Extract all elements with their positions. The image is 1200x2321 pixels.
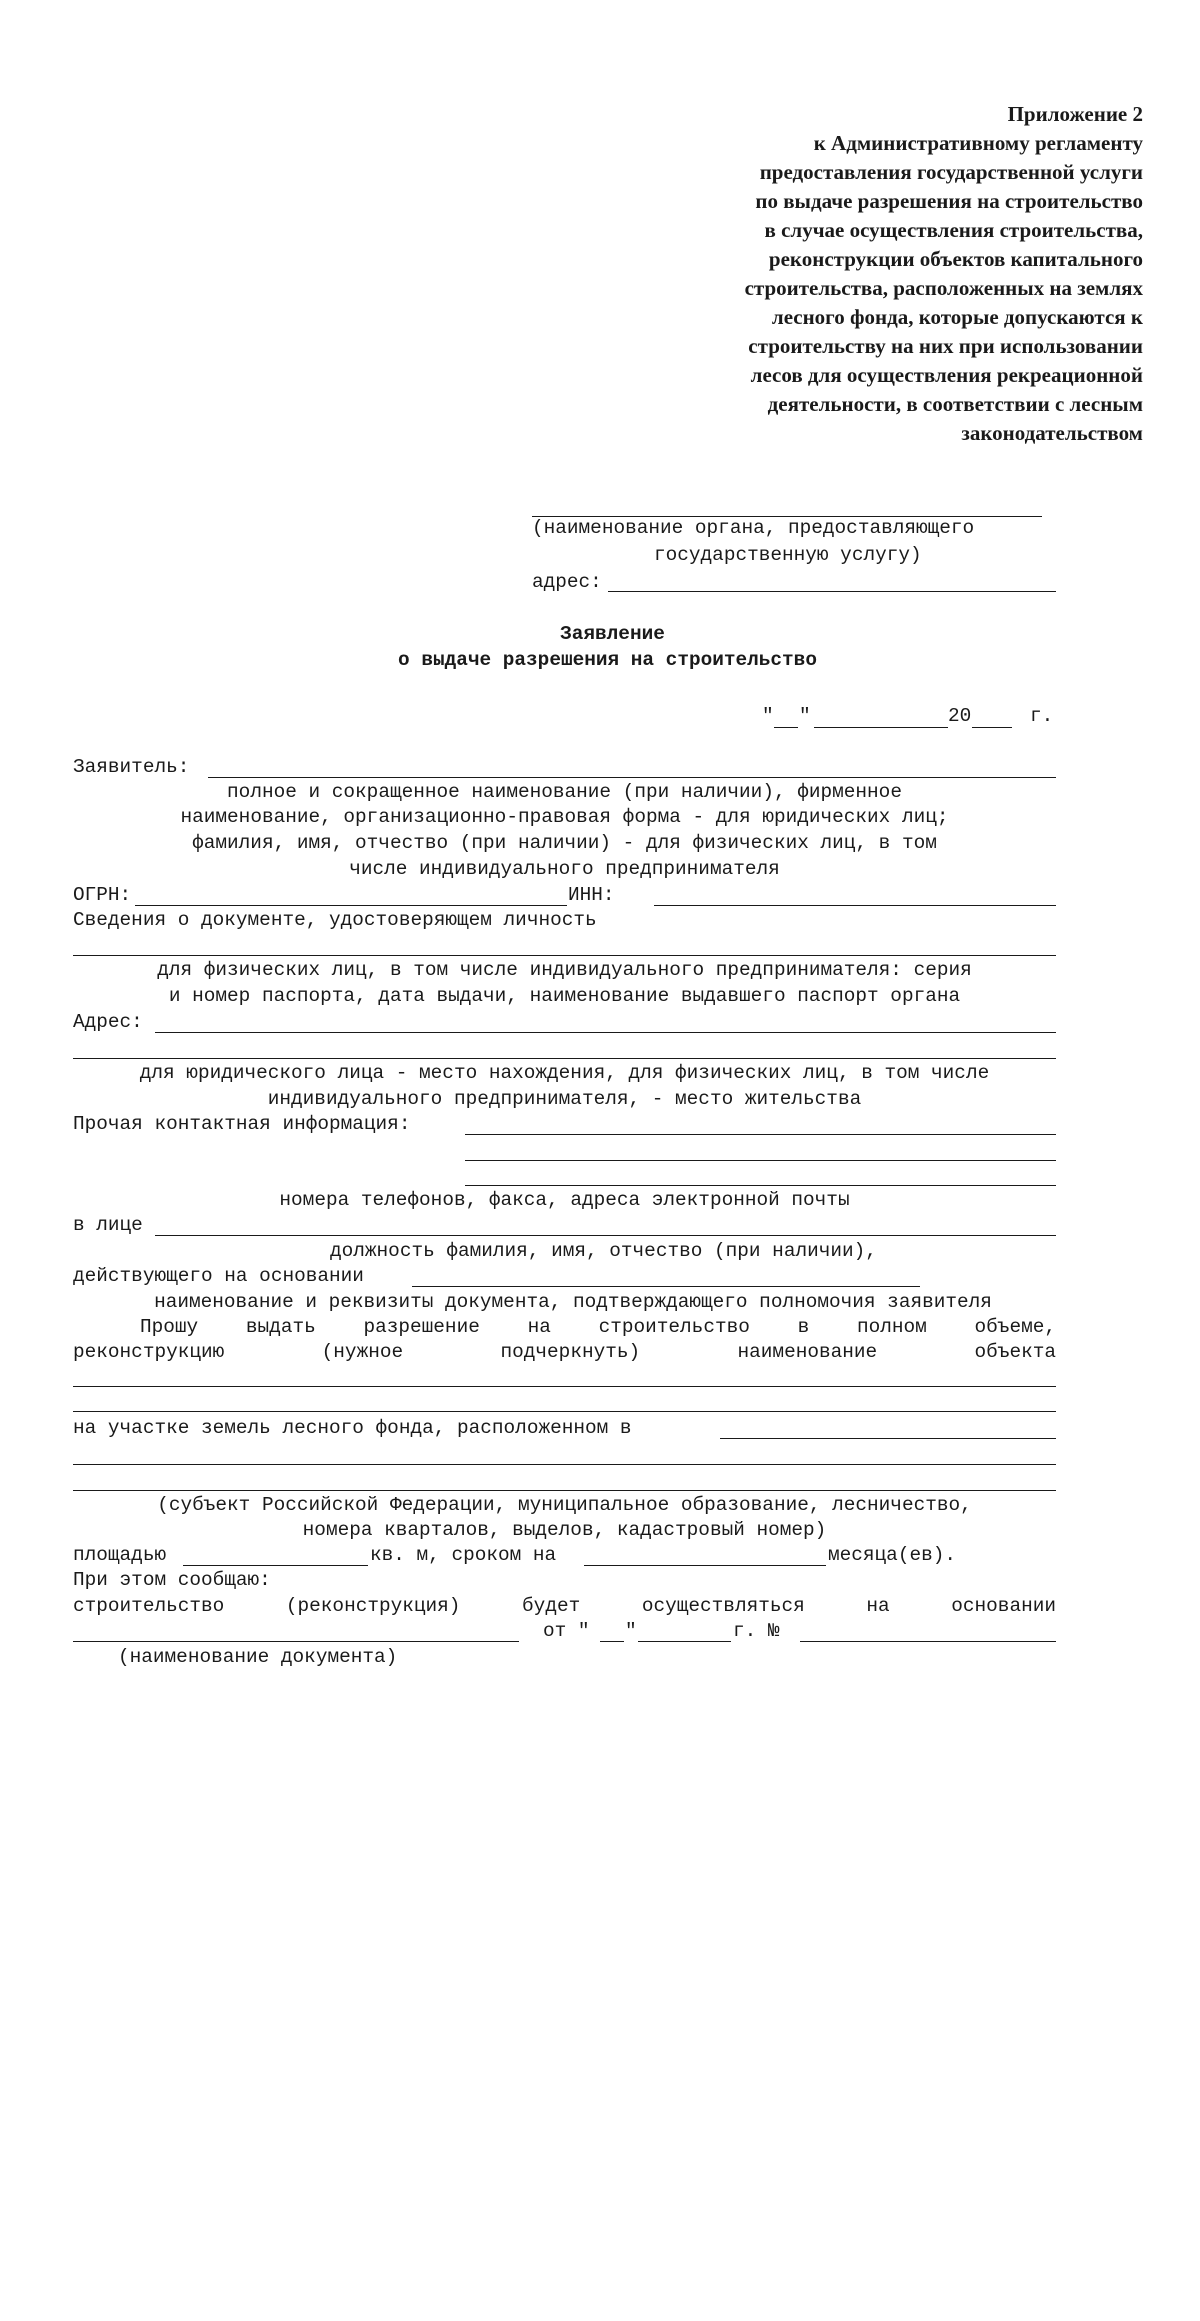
appendix-line: Приложение 2 [1007,102,1143,126]
basis-number-field[interactable] [800,1641,1056,1642]
inform-label: При этом сообщаю: [73,1569,271,1591]
appendix-line: по выдаче разрешения на строительство [755,189,1143,213]
organ-hint: (наименование органа, предоставляющего [532,517,975,539]
plot-location-field[interactable] [720,1438,1056,1439]
id-document-field[interactable] [73,955,1056,956]
plot-location-label: на участке земель лесного фонда, расположенном в [73,1417,632,1439]
plot-location-field-3[interactable] [73,1490,1056,1491]
basis-quote-close: " [625,1620,637,1642]
basis-number-label: г. № [733,1620,780,1642]
appendix-line: к Административному регламенту [813,131,1143,155]
basis-document-field[interactable] [73,1641,519,1642]
date-quote-close: " [799,705,811,727]
basis-from-label: от " [543,1620,590,1642]
appendix-line: предоставления государственной услуги [759,160,1143,184]
document-subtitle: о выдаче разрешения на строительство [398,649,817,671]
applicant-hint: фамилия, имя, отчество (при наличии) - для физических лиц, в том [192,832,937,854]
term-field[interactable] [584,1565,826,1566]
applicant-address-field-2[interactable] [73,1058,1056,1059]
applicant-hint: наименование, организационно-правовая форма - для юридических лиц; [180,806,949,828]
ogrn-label: ОГРН: [73,884,132,906]
contact-field[interactable] [465,1134,1056,1135]
plot-location-hint: номера кварталов, выделов, кадастровый номер) [302,1519,827,1541]
organ-hint: государственную услугу) [654,544,922,566]
plot-location-field-2[interactable] [73,1464,1056,1465]
inn-label: ИНН: [568,884,615,906]
authority-basis-hint: наименование и реквизиты документа, подтверждающего полномочия заявителя [154,1291,992,1313]
applicant-address-label: Адрес: [73,1011,143,1033]
appendix-line: строительству на них при использовании [748,334,1143,358]
date-day-field[interactable] [774,727,798,728]
area-unit: кв. м, сроком на [370,1544,557,1566]
contact-label: Прочая контактная информация: [73,1113,411,1135]
object-name-field[interactable] [73,1386,1056,1387]
id-document-hint: и номер паспорта, дата выдачи, наименование выдавшего паспорт органа [168,985,961,1007]
applicant-address-hint: для юридического лица - место нахождения, для физических лиц, в том числе [139,1062,990,1084]
appendix-line: законодательством [961,421,1143,445]
ogrn-field[interactable] [135,905,567,906]
date-year-field[interactable] [972,727,1012,728]
applicant-address-hint: индивидуального предпринимателя, - место жительства [267,1088,862,1110]
date-year-prefix: 20 [948,705,972,727]
object-name-field-2[interactable] [73,1411,1056,1412]
applicant-field[interactable] [208,777,1056,778]
request-text: Прошу выдать разрешение на строительство в полном объеме, [140,1316,1056,1338]
address-label: адрес: [532,571,602,593]
authority-basis-field[interactable] [412,1286,920,1287]
request-text: реконструкцию (нужное подчеркнуть) наименование объекта [73,1341,1056,1363]
date-quote-open: " [762,705,774,727]
area-field[interactable] [183,1565,368,1566]
contact-hint: номера телефонов, факса, адреса электронной почты [279,1189,850,1211]
document-title: Заявление [560,623,665,645]
appendix-line: строительства, расположенных на землях [744,276,1143,300]
plot-location-hint: (субъект Российской Федерации, муниципальное образование, лесничество, [157,1494,972,1516]
contact-field-3[interactable] [465,1185,1056,1186]
applicant-address-field[interactable] [155,1032,1056,1033]
appendix-line: деятельности, в соответствии с лесным [767,392,1143,416]
applicant-hint: полное и сокращенное наименование (при наличии), фирменное [227,781,902,803]
contact-field-2[interactable] [465,1160,1056,1161]
basis-month-field[interactable] [638,1641,731,1642]
authority-basis-label: действующего на основании [73,1265,364,1287]
representative-hint: должность фамилия, имя, отчество (при наличии), [330,1240,877,1262]
appendix-header [623,100,1143,448]
applicant-hint: числе индивидуального предпринимателя [349,858,780,880]
area-label: площадью [73,1544,167,1566]
representative-label: в лице [73,1214,143,1236]
basis-day-field[interactable] [600,1641,624,1642]
applicant-label: Заявитель: [73,756,190,778]
appendix-line: лесов для осуществления рекреационной [750,363,1143,387]
date-month-field[interactable] [814,727,948,728]
date-suffix: г. [1030,705,1054,727]
id-document-hint: для физических лиц, в том числе индивидуального предпринимателя: серия [157,959,972,981]
basis-document-hint: (наименование документа) [118,1646,398,1668]
addressee-address-field[interactable] [608,591,1056,592]
appendix-line: лесного фонда, которые допускаются к [771,305,1143,329]
term-unit: месяца(ев). [828,1544,956,1566]
representative-field[interactable] [155,1235,1056,1236]
construction-basis-text: строительство (реконструкция) будет осуществляться на основании [73,1595,1056,1617]
id-document-label: Сведения о документе, удостоверяющем личность [73,909,597,931]
appendix-line: в случае осуществления строительства, [764,218,1143,242]
appendix-line: реконструкции объектов капитального [768,247,1143,271]
inn-field[interactable] [654,905,1056,906]
